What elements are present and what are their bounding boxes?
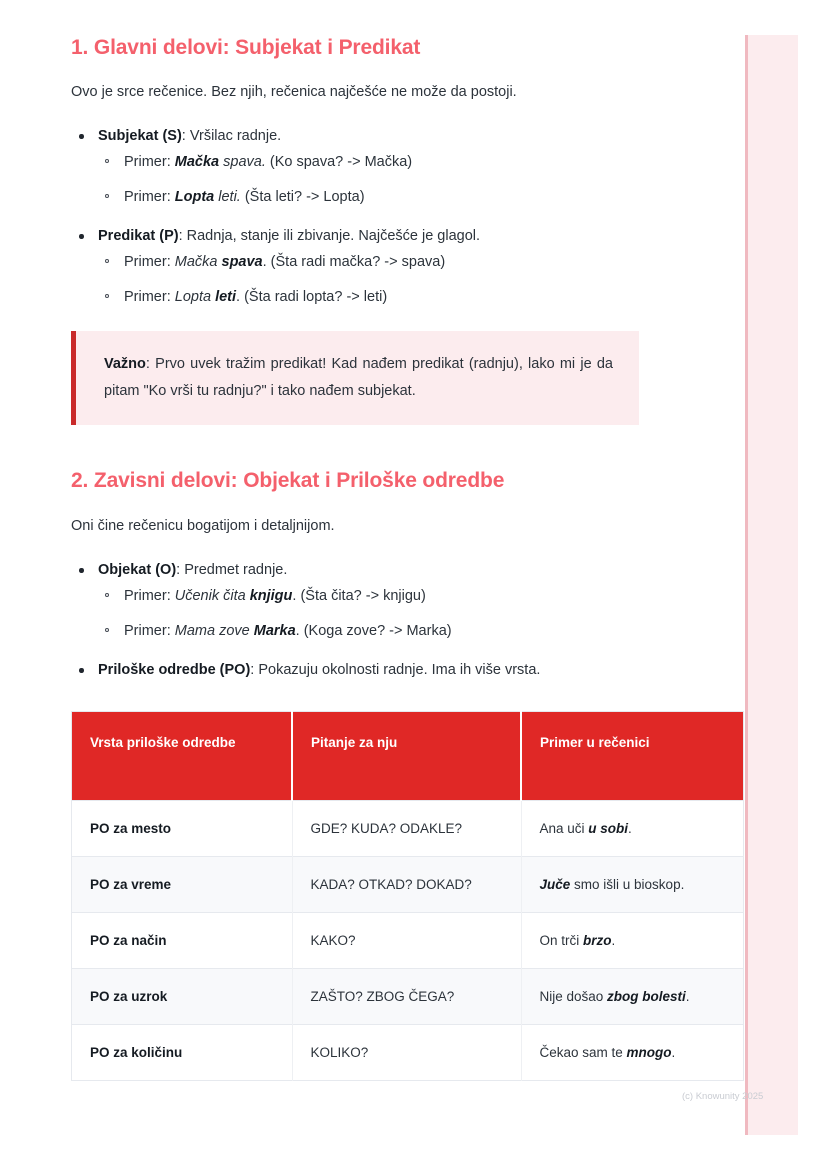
example-italic: spava. — [223, 154, 266, 170]
callout-label: Važno — [104, 356, 146, 372]
callout-text — [104, 351, 613, 405]
section-zavisni-delovi — [71, 467, 758, 1081]
example-suffix: . — [671, 1045, 676, 1060]
example-emphasis: zbog bolesti — [607, 989, 686, 1004]
example-emphasis: brzo — [583, 933, 612, 948]
column-header-vrsta: Vrsta priloške odredbe — [72, 712, 293, 801]
list-item-text — [98, 560, 758, 581]
example-emphasis: Mačka — [174, 154, 220, 170]
example-prefix: Primer: — [124, 289, 175, 305]
list-item — [98, 586, 758, 607]
example-list — [98, 252, 758, 308]
list-item — [98, 252, 758, 273]
section1-list — [71, 126, 758, 308]
example-italic: Mama zove — [174, 623, 250, 639]
table-head — [72, 712, 744, 801]
example-emphasis: spava — [221, 254, 263, 270]
term-description: : Predmet radnje. — [176, 562, 288, 578]
list-item — [71, 226, 758, 308]
table-row — [72, 1025, 744, 1081]
example-emphasis: Juče — [539, 877, 571, 892]
table-row — [72, 969, 744, 1025]
example-suffix: smo išli u bioskop. — [570, 877, 685, 892]
table-row — [72, 857, 744, 913]
table-row — [72, 913, 744, 969]
list-item — [71, 660, 758, 681]
list-item — [71, 126, 758, 208]
callout-body: : Prvo uvek tražim predikat! Kad nađem predikat (radnju), lako mi je da pitam "Ko vrši tu radnju?" i tako nađem subjekat. — [104, 356, 613, 399]
list-item-text — [98, 660, 758, 681]
example-prefix: Primer: — [124, 154, 175, 170]
section2-list — [71, 560, 758, 681]
cell-question: KADA? OTKAD? DOKAD? — [292, 857, 521, 913]
cell-question: ZAŠTO? ZBOG ČEGA? — [292, 969, 521, 1025]
section-glavni-delovi — [71, 34, 758, 425]
example-prefix: Primer: — [124, 189, 175, 205]
example-suffix: . (Šta čita? -> knjigu) — [292, 588, 426, 604]
term-description: : Radnja, stanje ili zbivanje. Najčešće je glagol. — [178, 228, 481, 244]
cell-question: KAKO? — [292, 913, 521, 969]
example-list — [98, 586, 758, 642]
column-header-pitanje: Pitanje za nju — [292, 712, 521, 801]
cell-question: KOLIKO? — [292, 1025, 521, 1081]
example-suffix: (Šta leti? -> Lopta) — [240, 189, 365, 205]
example-emphasis: mnogo — [626, 1045, 672, 1060]
example-italic: Lopta — [174, 289, 212, 305]
section1-lead-paragraph: Ovo je srce rečenice. Bez njih, rečenica najčešće ne može da postoji. — [71, 84, 517, 100]
cell-kind: PO za količinu — [72, 1025, 293, 1081]
table-row — [72, 801, 744, 857]
term-label: Priloške odredbe (PO) — [98, 662, 251, 678]
example-emphasis: Lopta — [174, 189, 215, 205]
page-title: 1. Glavni delovi: Subjekat i Predikat — [71, 36, 421, 59]
cell-example — [521, 969, 744, 1025]
example-suffix: . — [611, 933, 616, 948]
section2-lead-paragraph: Oni čine rečenicu bogatijom i detaljnijom. — [71, 518, 335, 534]
cell-example — [521, 801, 744, 857]
term-description: : Vršilac radnje. — [181, 128, 282, 144]
cell-example — [521, 1025, 744, 1081]
list-item — [98, 287, 758, 308]
table-body — [72, 801, 744, 1081]
example-emphasis: Marka — [253, 623, 296, 639]
example-prefix: Primer: — [124, 623, 175, 639]
example-italic: leti. — [218, 189, 241, 205]
table-header-row — [72, 712, 744, 801]
example-prefix: Primer: — [124, 254, 175, 270]
column-header-primer: Primer u rečenici — [521, 712, 744, 801]
example-suffix: . (Koga zove? -> Marka) — [295, 623, 452, 639]
list-item-text — [98, 126, 758, 147]
copyright-watermark: (c) Knowunity 2025 — [682, 1091, 764, 1102]
example-prefix: Nije došao — [539, 989, 608, 1004]
example-prefix: Primer: — [124, 588, 175, 604]
example-prefix: On trči — [539, 933, 584, 948]
list-item — [98, 621, 758, 642]
example-suffix: . (Šta radi mačka? -> spava) — [262, 254, 446, 270]
example-prefix: Ana uči — [539, 821, 589, 836]
section2-title: 2. Zavisni delovi: Objekat i Priloške odredbe — [71, 469, 505, 492]
cell-kind: PO za način — [72, 913, 293, 969]
example-suffix: . (Šta radi lopta? -> leti) — [236, 289, 388, 305]
term-label: Predikat (P) — [98, 228, 179, 244]
priloske-odredbe-table — [71, 711, 744, 1081]
example-italic: Učenik čita — [174, 588, 246, 604]
cell-question: GDE? KUDA? ODAKLE? — [292, 801, 521, 857]
example-prefix: Čekao sam te — [539, 1045, 627, 1060]
term-description: : Pokazuju okolnosti radnje. Ima ih više vrsta. — [250, 662, 541, 678]
example-suffix: (Ko spava? -> Mačka) — [265, 154, 413, 170]
example-list — [98, 152, 758, 208]
example-suffix: . — [628, 821, 632, 836]
term-label: Subjekat (S) — [98, 128, 182, 144]
example-emphasis: u sobi — [588, 821, 629, 836]
cell-example — [521, 857, 744, 913]
cell-kind: PO za mesto — [72, 801, 293, 857]
example-emphasis: knjigu — [249, 588, 293, 604]
term-label: Objekat (O) — [98, 562, 177, 578]
important-callout — [71, 331, 639, 425]
cell-kind: PO za uzrok — [72, 969, 293, 1025]
list-item — [71, 560, 758, 642]
list-item — [98, 187, 758, 208]
cell-example — [521, 913, 744, 969]
example-suffix: . — [685, 989, 690, 1004]
example-italic: Mačka — [174, 254, 218, 270]
cell-kind: PO za vreme — [72, 857, 293, 913]
list-item-text — [98, 226, 758, 247]
list-item — [98, 152, 758, 173]
example-emphasis: leti — [215, 289, 237, 305]
